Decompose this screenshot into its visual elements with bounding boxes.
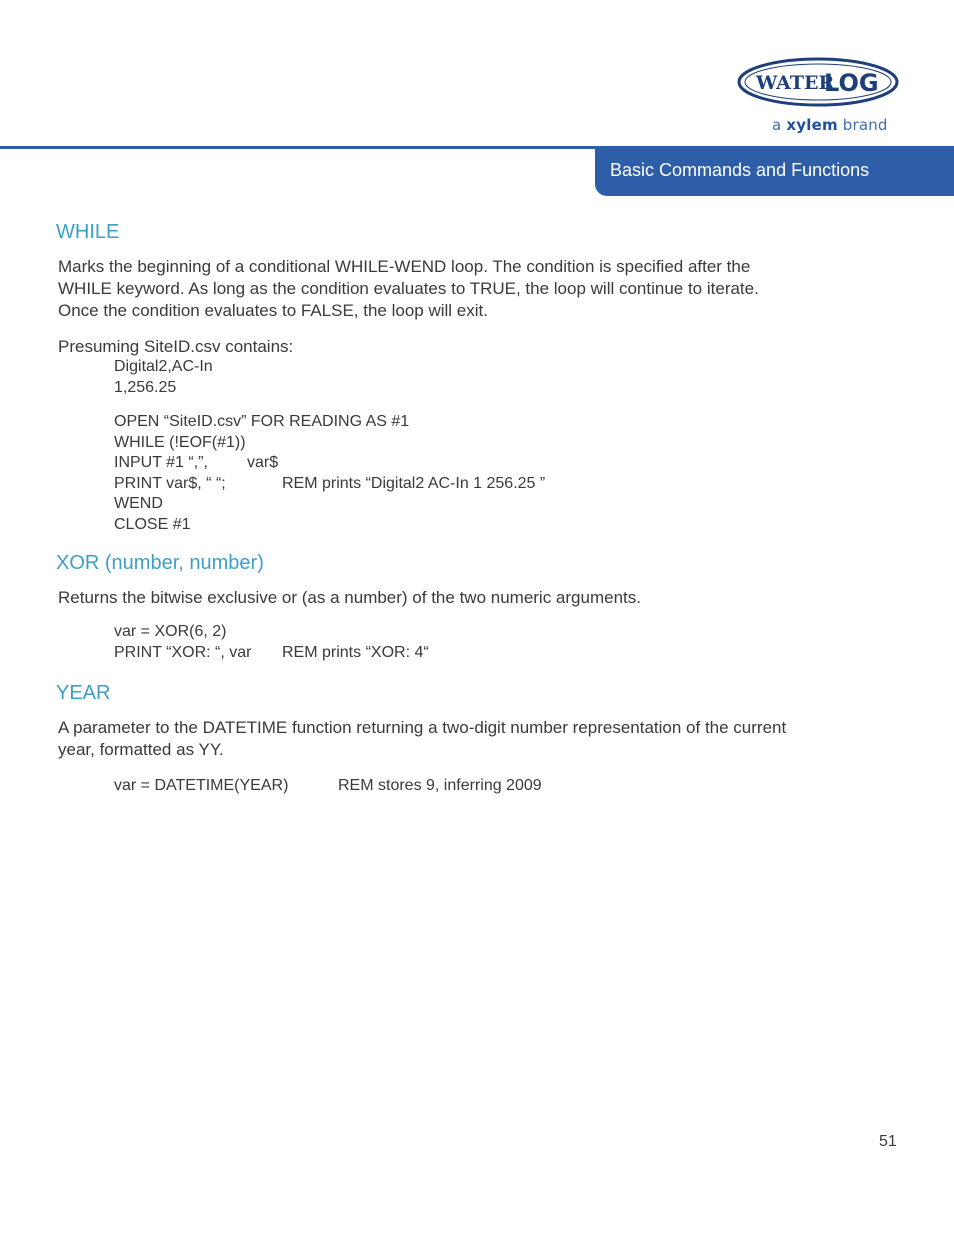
code-line	[114, 453, 409, 474]
xor-code-block	[114, 622, 429, 663]
year-description	[58, 717, 786, 761]
file-line: Digital2,AC-In	[114, 358, 213, 375]
chapter-header-tab	[595, 146, 954, 196]
code-line	[114, 412, 409, 433]
code-line	[114, 474, 546, 495]
code-text: INPUT #1 “,”,	[114, 454, 208, 471]
code-line	[114, 433, 409, 454]
while-description	[58, 256, 759, 322]
waterlog-logo	[736, 56, 900, 108]
brand-tagline	[772, 116, 888, 134]
year-code-block	[114, 776, 542, 797]
presuming-line: Presuming SiteID.csv contains:	[58, 337, 294, 356]
section-title-xor: XOR (number, number)	[56, 552, 264, 574]
code-text: PRINT “XOR: “, var	[114, 643, 252, 661]
file-line: 1,256.25	[114, 378, 177, 396]
code-text: WEND	[114, 495, 163, 512]
while-description-line: WHILE keyword. As long as the condition evaluates to TRUE, the loop will continue to iterate.	[58, 279, 759, 298]
code-line	[114, 515, 409, 536]
file-contents-block	[114, 357, 213, 398]
code-line	[114, 622, 252, 643]
xor-description	[58, 587, 641, 609]
year-description-line: year, formatted as YY.	[58, 740, 224, 759]
tagline-prefix: a	[772, 116, 782, 134]
tagline-suffix: brand	[842, 116, 888, 134]
page-number: 51	[879, 1133, 897, 1150]
code-line	[114, 643, 429, 664]
while-description-line: Marks the beginning of a conditional WHILE-WEND loop. The condition is specified after the	[58, 257, 751, 276]
code-comment: REM prints “Digital2 AC-In 1 256.25 ”	[282, 474, 546, 492]
chapter-title: Basic Commands and Functions	[610, 160, 870, 180]
section-title-year: YEAR	[56, 682, 111, 704]
while-code-block	[114, 412, 546, 535]
code-text: CLOSE #1	[114, 515, 191, 533]
year-description-line: A parameter to the DATETIME function returning a two-digit number representation of the current	[58, 718, 787, 737]
code-comment: REM prints “XOR: 4“	[282, 643, 429, 661]
code-text: PRINT var$, “ “;	[114, 474, 226, 492]
code-text: WHILE (!EOF(#1))	[114, 433, 246, 451]
code-text: var = XOR(6, 2)	[114, 623, 227, 640]
xor-description-line: Returns the bitwise exclusive or (as a number) of the two numeric arguments.	[58, 588, 641, 607]
logo-water-text: WATER	[756, 72, 835, 94]
code-text: OPEN “SiteID.csv” FOR READING AS #1	[114, 413, 410, 430]
code-text: var = DATETIME(YEAR)	[114, 777, 289, 794]
code-line	[114, 494, 409, 515]
code-comment: var$	[247, 454, 279, 471]
code-comment: REM stores 9, inferring 2009	[338, 777, 542, 794]
tagline-xylem: xylem	[786, 116, 838, 134]
section-title-while: WHILE	[56, 221, 120, 243]
logo-log-text: LOG	[824, 69, 879, 97]
while-presuming-text	[58, 336, 293, 358]
code-line	[114, 776, 542, 797]
while-description-line: Once the condition evaluates to FALSE, the loop will exit.	[58, 301, 488, 320]
